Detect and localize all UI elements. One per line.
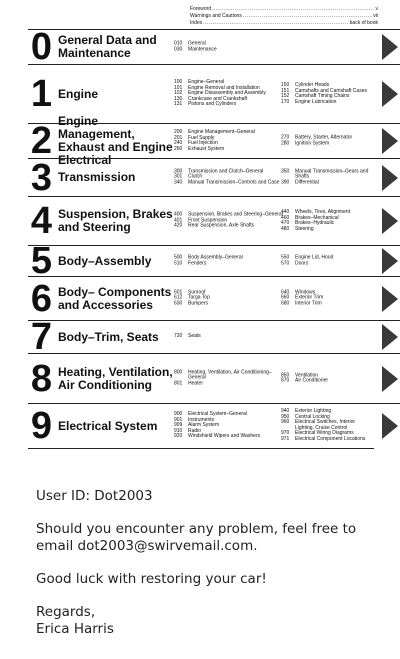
section-column-b [281, 373, 373, 384]
section-tab-arrow-icon[interactable] [382, 34, 398, 60]
entry-code: 151 [281, 87, 290, 94]
entry-code: 570 [281, 260, 290, 266]
entry-text: Electrical Switches, Interior Lighting, Cruise Control [295, 419, 356, 431]
section-number: 1 [30, 73, 53, 115]
entry-text: Ignition System [295, 140, 330, 146]
front-matter-row[interactable] [190, 20, 378, 27]
entry-code: 910 [174, 427, 183, 434]
entry-code: 170 [281, 98, 290, 105]
toc-entry[interactable] [174, 301, 284, 307]
entry-text: Heater [188, 380, 204, 387]
entry-code: 300 [174, 168, 183, 175]
entry-code: 920 [174, 433, 183, 440]
section-column-b [281, 290, 373, 307]
toc-entry[interactable] [281, 261, 373, 267]
front-matter-label: Foreword [190, 6, 212, 12]
front-matter-page: v [375, 6, 378, 12]
entry-text: Exterior Trim [295, 294, 324, 301]
section-title: Body–Assembly [58, 253, 152, 268]
entry-text: Heating, Ventilation, Air Conditioning–General [188, 369, 272, 381]
entry-code: 460 [281, 214, 290, 221]
entry-code: 401 [174, 217, 183, 224]
entry-code: 440 [281, 208, 290, 215]
section-tab-arrow-icon[interactable] [382, 286, 398, 312]
entry-text: Steering [295, 225, 314, 232]
toc-entry[interactable] [174, 381, 284, 387]
section-7[interactable] [28, 316, 400, 358]
toc-entry[interactable] [281, 227, 373, 233]
entry-code: 640 [281, 289, 290, 296]
entry-code: 680 [281, 300, 290, 307]
entry-text: Wheels, Tires, Alignment [295, 208, 351, 215]
toc-entry[interactable] [174, 434, 284, 440]
toc-entry[interactable] [174, 147, 284, 153]
entry-text: Engine Disassembly and Assembly [188, 90, 266, 97]
section-column-a [174, 169, 284, 186]
entry-code: 301 [174, 173, 183, 180]
toc-entry[interactable] [174, 334, 284, 340]
entry-code: 970 [281, 430, 290, 437]
entry-code: 420 [174, 222, 183, 229]
section-column-a [174, 370, 284, 387]
entry-code: 850 [281, 371, 290, 378]
section-tab-arrow-icon[interactable] [382, 128, 398, 154]
section-tab-arrow-icon[interactable] [382, 413, 398, 439]
entry-text: General [188, 40, 206, 47]
entry-text: Differential [295, 179, 319, 186]
entry-code: 200 [174, 128, 183, 135]
entry-text: Doors [295, 260, 309, 266]
section-5[interactable] [28, 240, 400, 282]
entry-code: 909 [174, 422, 183, 429]
entry-text: Camshaft Timing Chains [295, 93, 350, 99]
section-column-b [281, 135, 373, 146]
section-0[interactable] [28, 26, 400, 68]
entry-code: 100 [174, 79, 183, 86]
entry-code: 801 [174, 380, 183, 387]
entry-text: Maintenance [188, 46, 217, 52]
section-column-a [174, 41, 284, 52]
table-of-contents [28, 26, 400, 449]
entry-code: 101 [174, 84, 183, 91]
toc-entry[interactable] [174, 224, 284, 230]
entry-text: Engine Management–General [188, 128, 255, 135]
entry-code: 201 [174, 134, 183, 141]
entry-code: 800 [174, 369, 183, 376]
toc-bottom-rule [28, 448, 374, 449]
section-column-a [174, 412, 284, 440]
entry-text: Exterior Lighting [295, 408, 332, 415]
entry-code: 480 [281, 225, 290, 232]
leader-dots [243, 13, 372, 20]
entry-text: Engine–General [188, 79, 225, 86]
section-title: Body– Components and Accessories [58, 284, 172, 312]
entry-code: 940 [281, 408, 290, 415]
section-column-a [174, 80, 284, 108]
entry-text: Windows [295, 289, 316, 296]
entry-text: Cylinder Heads [295, 81, 330, 88]
entry-text: Electrical Wiring Diagrams [295, 430, 354, 437]
section-number: 6 [30, 277, 53, 320]
entry-code: 601 [174, 289, 183, 296]
entry-text: Bumpers [188, 300, 209, 307]
entry-text: Front Suspension [188, 217, 228, 224]
front-matter-row[interactable] [190, 13, 378, 20]
section-title: Electrical System [58, 418, 158, 433]
entry-code: 510 [174, 260, 183, 266]
user-id: User ID: Dot2003 [36, 488, 153, 504]
section-4[interactable] [28, 196, 400, 245]
toc-entry[interactable] [281, 379, 373, 385]
section-number: 2 [30, 120, 53, 162]
section-column-b [281, 409, 373, 443]
signoff [36, 604, 396, 638]
toc-entry[interactable] [281, 301, 373, 307]
toc-entry[interactable] [281, 180, 373, 186]
entry-text: Brakes–Hydraulic [295, 220, 335, 226]
entry-code: 270 [281, 134, 290, 141]
entry-code: 612 [174, 294, 183, 301]
section-title: Engine Management, Exhaust and Engine Electrical [58, 114, 173, 167]
entry-text: Electrical System–General [188, 411, 247, 418]
section-column-b [281, 210, 373, 232]
entry-code: 260 [174, 145, 183, 152]
entry-text: Exhaust System [188, 145, 225, 152]
section-column-a [174, 334, 284, 340]
section-column-b [281, 169, 373, 186]
regards-text: Regards, [36, 604, 96, 620]
section-number: 0 [30, 26, 53, 68]
section-9[interactable] [28, 403, 400, 448]
entry-text: Radio [188, 427, 202, 434]
section-number: 9 [30, 405, 53, 447]
toc-entry[interactable] [281, 437, 373, 443]
section-tab-arrow-icon[interactable] [382, 208, 398, 234]
entry-code: 130 [174, 95, 183, 102]
front-matter-label: Index [190, 20, 203, 26]
entry-code: 720 [174, 333, 183, 340]
section-title: General Data and Maintenance [58, 33, 157, 60]
entry-code: 030 [174, 46, 183, 52]
entry-code: 400 [174, 211, 183, 218]
entry-code: 340 [174, 179, 183, 186]
front-matter-row[interactable] [190, 6, 378, 13]
section-column-a [174, 290, 284, 307]
entry-text: Engine Lid, Hood [295, 254, 334, 261]
section-tab-arrow-icon[interactable] [382, 248, 398, 274]
entry-code: 870 [281, 377, 290, 384]
entry-code: 010 [174, 40, 183, 47]
entry-text: Manual Transmission–Gears and Shafts [295, 168, 369, 180]
section-column-a [174, 130, 284, 152]
entry-code: 950 [281, 413, 290, 420]
entry-text: Fuel Supply [188, 134, 215, 141]
toc-entry[interactable] [174, 180, 284, 186]
toc-entry[interactable] [174, 47, 284, 53]
entry-text: Engine Removal and Installation [188, 84, 260, 91]
entry-text: Clutch [188, 173, 203, 180]
toc-entry[interactable] [281, 141, 373, 147]
section-number: 4 [30, 200, 53, 242]
message [36, 488, 396, 638]
section-number: 5 [30, 240, 53, 282]
entry-code: 470 [281, 220, 290, 226]
leader-dots [203, 20, 348, 27]
section-tab-arrow-icon[interactable] [382, 366, 398, 392]
entry-text: Brakes–Mechanical [295, 214, 339, 221]
section-tab-arrow-icon[interactable] [382, 81, 398, 107]
entry-text: Camshafts and Camshaft Cases [295, 87, 367, 94]
entry-code: 960 [281, 419, 290, 426]
front-matter-page: back of book [349, 20, 378, 26]
entry-code: 240 [174, 140, 183, 146]
leader-dots [212, 6, 374, 13]
entry-text: Crankcase and Crankshaft [188, 95, 248, 102]
section-tab-arrow-icon[interactable] [382, 324, 398, 350]
entry-text: Battery, Starter, Alternator [295, 134, 353, 141]
entry-text: Air Conditioner [295, 377, 329, 384]
entry-code: 350 [281, 168, 290, 175]
entry-text: Windshield Wipers and Washers [188, 433, 261, 440]
entry-text: Suspension, Brakes and Steering–General [188, 211, 283, 218]
entry-text: Central Locking [295, 413, 330, 420]
section-2[interactable] [28, 114, 400, 167]
entry-code: 280 [281, 140, 290, 146]
entry-text: Transmission and Clutch–General [188, 168, 264, 175]
section-3[interactable] [28, 156, 400, 199]
entry-text: Sunroof [188, 289, 206, 296]
section-title: Suspension, Brakes and Steering [58, 207, 173, 234]
entry-code: 660 [281, 294, 290, 301]
section-number: 7 [30, 316, 53, 358]
section-title: Transmission [58, 170, 136, 184]
section-column-a [174, 255, 284, 266]
toc-entry[interactable] [174, 102, 284, 108]
entry-code: 102 [174, 90, 183, 97]
section-column-a [174, 213, 284, 230]
entry-text: Seats [188, 333, 201, 340]
section-column-b [281, 255, 373, 266]
entry-text: Fuel Injection [188, 140, 218, 146]
section-8[interactable] [28, 353, 400, 403]
entry-code: 900 [174, 411, 183, 418]
front-matter-index [190, 6, 378, 27]
entry-code: 152 [281, 93, 290, 99]
entry-code: 550 [281, 254, 290, 261]
front-matter-label: Warnings and Cautions [190, 13, 242, 19]
section-title: Body–Trim, Seats [58, 329, 159, 344]
entry-text: Targa Top [188, 294, 210, 301]
entry-text: Manual Transmission–Controls and Case [188, 179, 280, 186]
entry-text: Interior Trim [295, 300, 322, 307]
entry-text: Instruments [188, 416, 215, 423]
entry-code: 390 [281, 179, 290, 186]
entry-text: Ventilation [295, 371, 319, 378]
section-6[interactable] [28, 276, 400, 320]
entry-code: 901 [174, 416, 183, 423]
toc-entry[interactable] [281, 100, 373, 106]
entry-code: 630 [174, 300, 183, 307]
entry-text: Engine Lubrication [295, 98, 337, 105]
good-luck-text: Good luck with restoring your car! [36, 571, 267, 587]
entry-text: Pistons and Cylinders [188, 101, 237, 108]
section-title: Engine [58, 86, 99, 101]
problem-text: Should you encounter any problem, feel free to email dot2003@swirvemail.com. [36, 521, 357, 554]
section-title: Heating, Ventilation, Air Conditioning [58, 364, 173, 392]
section-column-b [281, 83, 373, 105]
entry-text: Fenders [188, 260, 207, 266]
entry-text: Alarm System [188, 422, 220, 429]
section-tab-arrow-icon[interactable] [382, 165, 398, 191]
entry-text: Electrical Component Locations [295, 436, 366, 443]
entry-code: 150 [281, 81, 290, 88]
section-number: 8 [30, 357, 53, 400]
entry-text: Rear Suspension, Axle Shafts [188, 222, 255, 229]
entry-code: 971 [281, 436, 290, 443]
toc-entry[interactable] [174, 261, 284, 267]
section-number: 3 [30, 156, 53, 199]
entry-text: Body Assembly–General [188, 254, 243, 261]
signature-name: Erica Harris [36, 621, 114, 637]
entry-code: 131 [174, 101, 183, 108]
front-matter-page: vii [373, 13, 378, 19]
entry-code: 500 [174, 254, 183, 261]
